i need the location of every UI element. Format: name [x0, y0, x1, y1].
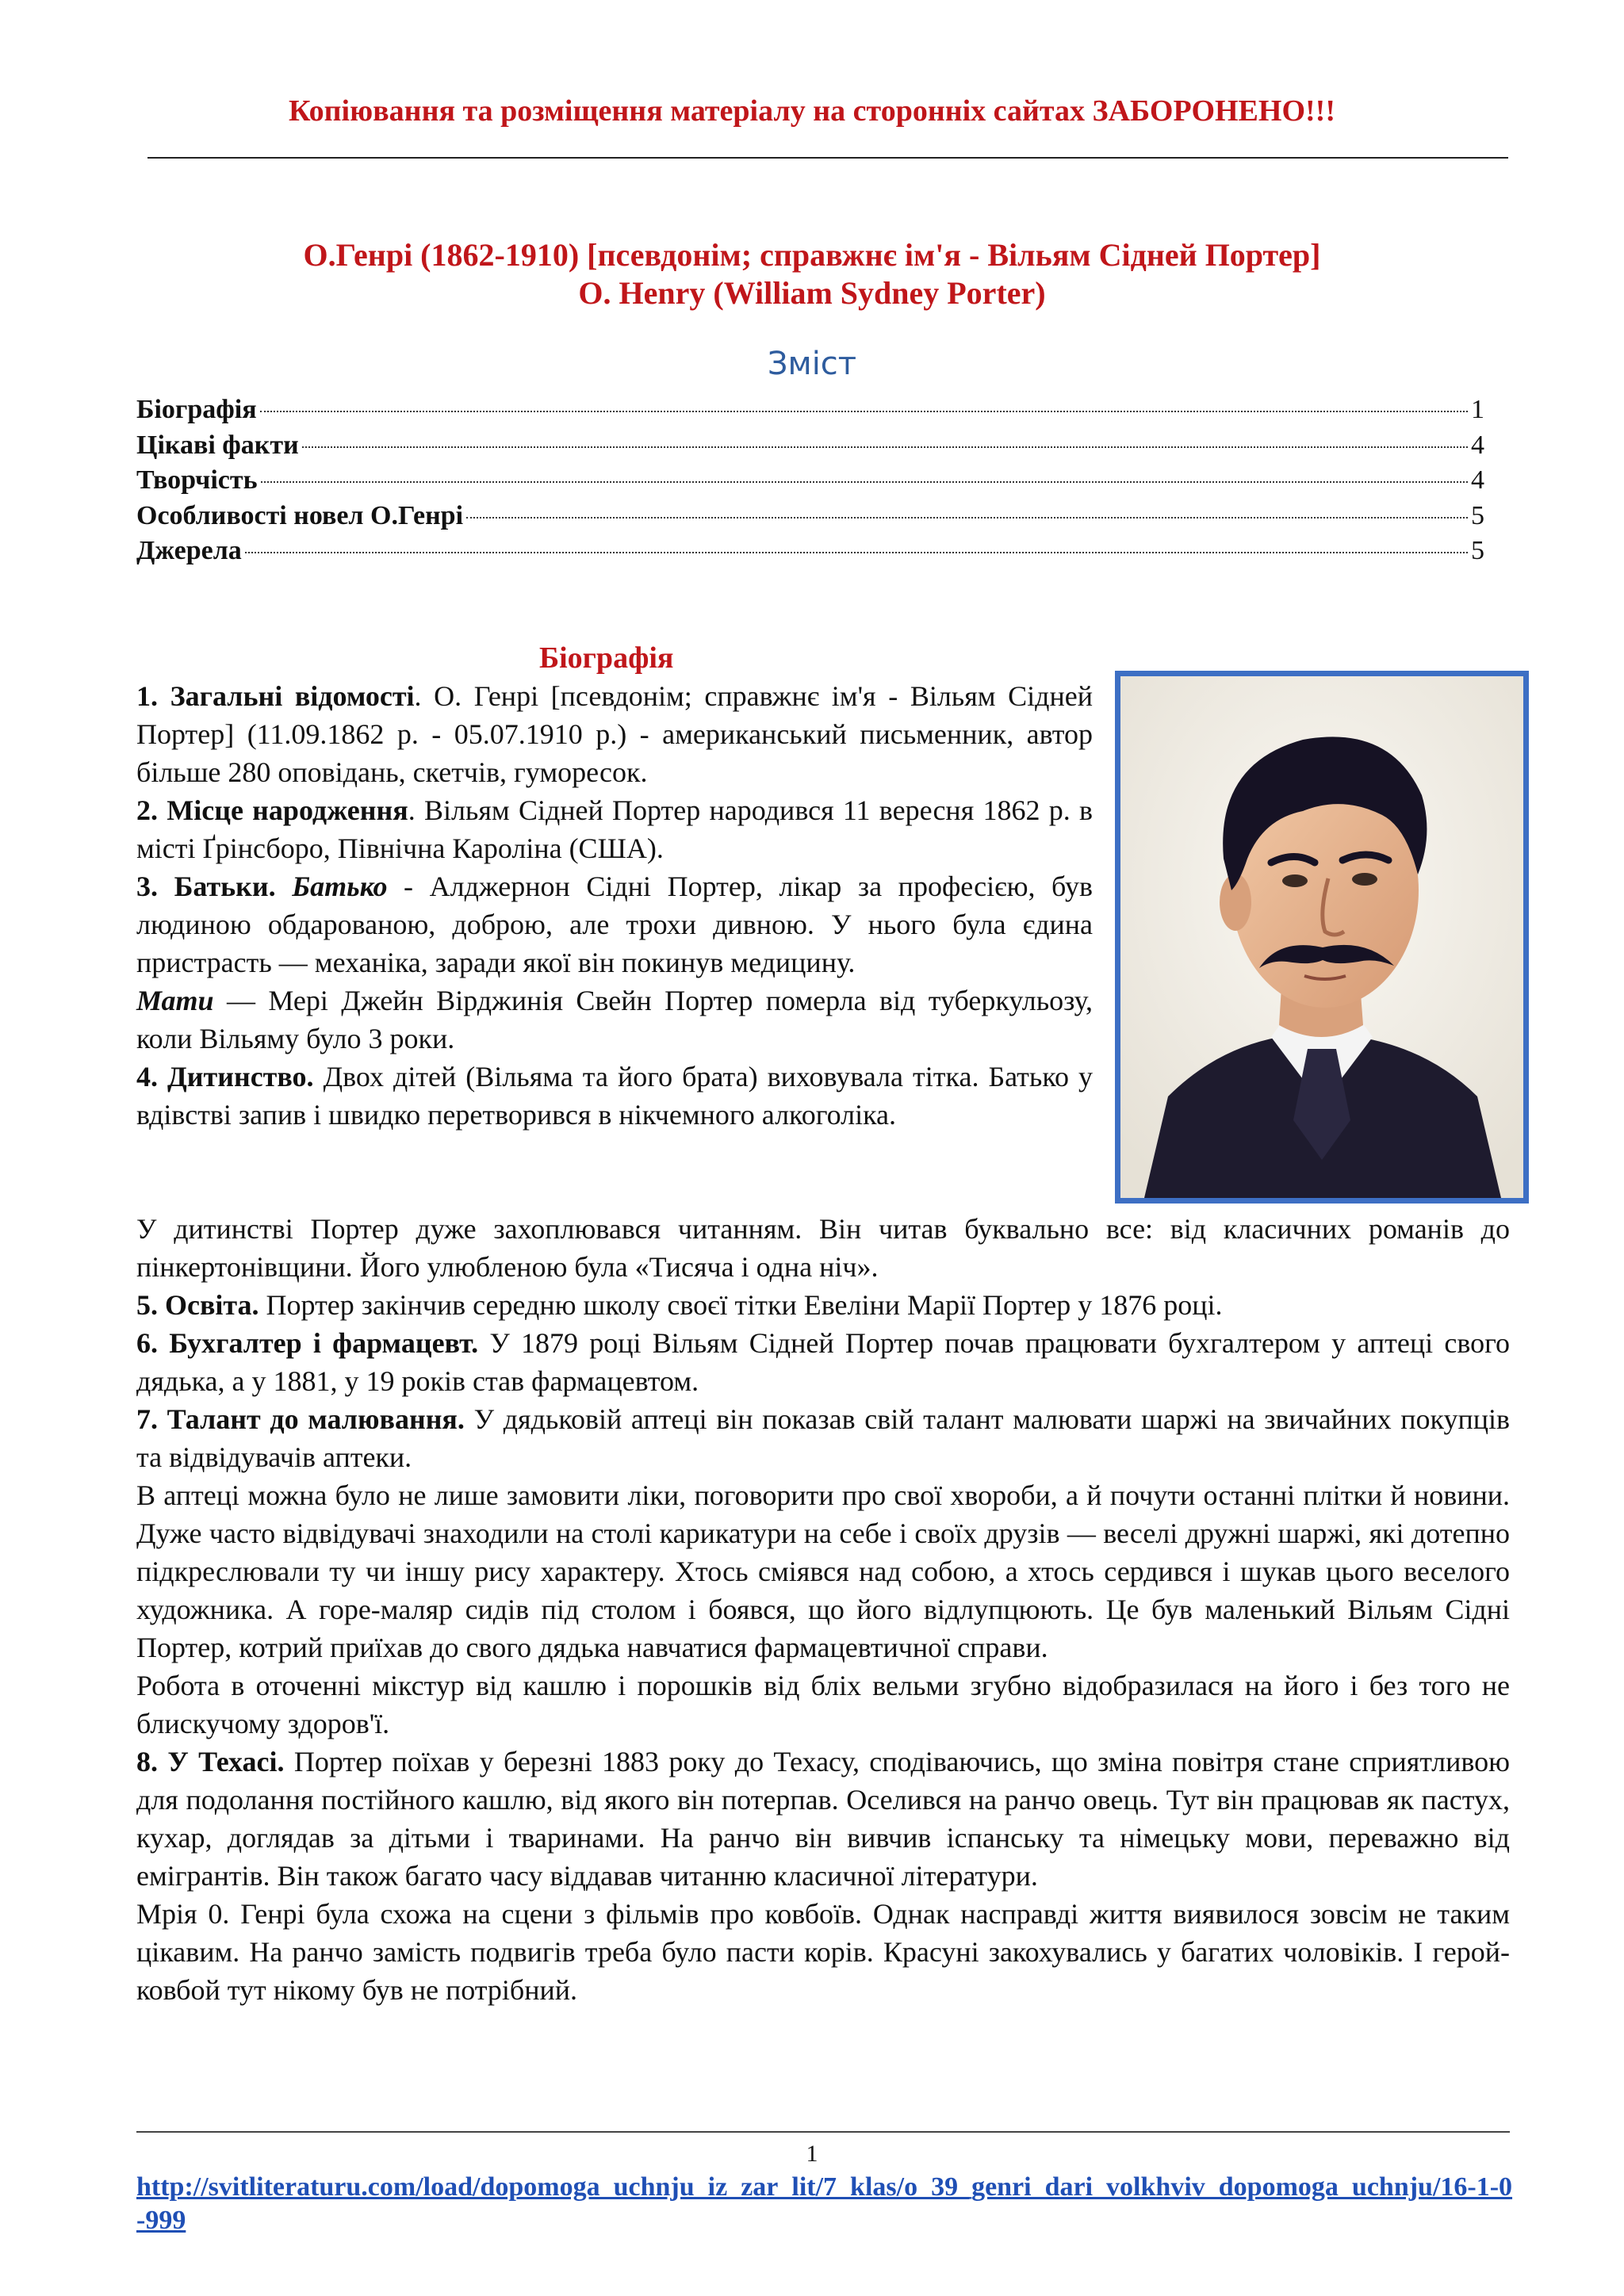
biography-column-wide [136, 1210, 1510, 2009]
paragraph-pharmacy: В аптеці можна було не лише замовити ліки, поговорити про свої хвороби, а й почути останні плітки й новини. Дуже часто відвідувачі знаходили на столі карикатури на себе і своїх друзів — веселі дружні шаржі, які дотепно підкреслювали ту чи іншу рису характеру. Хтось сміявся над собою, а хтось сердився і шукав цього веселого художника. А горе-маляр сидів під столом і боявся, що його відлупцюють. Це був маленький Вільям Сідні Портер, котрий приїхав до свого дядька навчатися фармацевтичної справи. [136, 1479, 1510, 1663]
toc-heading: Зміст [767, 346, 857, 382]
source-link[interactable]: http://svitliteraturu.com/load/dopomoga_uchnju_iz_zar_lit/7_klas/o_39_genri_dari_volkhviv_dopomoga_uchnju/16-1-0-999 [136, 2172, 1513, 2235]
section-text: Портер закінчив середню школу своєї тітки Евеліни Марії Портер у 1876 році. [259, 1289, 1223, 1321]
document-subtitle: O. Henry (William Sydney Porter) [578, 275, 1046, 311]
section-title: 1. Загальні відомості [136, 680, 415, 712]
section-drawing [136, 1400, 1510, 1476]
section-accountant [136, 1324, 1510, 1400]
toc-item-page: 5 [1471, 536, 1484, 565]
father-label: Батько [292, 871, 388, 902]
toc-leader-dots [261, 481, 1468, 483]
author-portrait [1115, 671, 1529, 1203]
paragraph-dream: Мрія 0. Генрі була схожа на сцени з фільмів про ковбоїв. Однак насправді життя виявилося зовсім не таким цікавим. На ранчо замість подвигів треба було пасти корів. Красуні закохувались у багатих чоловіків. І герой-ковбой тут нікому був не потрібний. [136, 1898, 1510, 2006]
toc-item-page: 5 [1471, 500, 1484, 530]
toc-item-facts[interactable] [136, 430, 1484, 466]
toc-item-sources[interactable] [136, 536, 1484, 572]
section-birthplace [136, 791, 1093, 867]
toc-leader-dots [466, 517, 1468, 519]
section-title: 6. Бухгалтер і фармацевт. [136, 1327, 479, 1359]
section-text: . О. Генрі [псевдонім; справжнє ім'я - Вільям Сідней Портер] (11.09.1862 р. - 05.07.1910 р.) - американський письменник, автор більше 280 оповідань, скетчів, гуморесок. [136, 680, 1093, 788]
section-text: У 1879 році Вільям Сідней Портер почав працювати бухгалтером у аптеці свого дядька, а у 1881, у 19 років став фармацевтом. [136, 1327, 1510, 1397]
paragraph-health: Робота в оточенні мікстур від кашлю і порошків від бліх вельми згубно відобразилася на його і без того не блискучому здоров'ї. [136, 1670, 1510, 1739]
table-of-contents [136, 395, 1484, 572]
section-text: Портер поїхав у березні 1883 року до Техасу, сподіваючись, що зміна повітря стане сприятливою для подолання постійного кашлю, від якого він потерпав. Оселився на ранчо овець. Тут він працював як пастух, кухар, доглядав за дітьми і тваринами. На ранчо він вивчив іспанську та німецьку мови, переважно від емігрантів. Він також багато часу віддавав читанню класичної літератури. [136, 1746, 1511, 1892]
section-title: 2. Місце народження [136, 794, 408, 826]
portrait-illustration [1120, 676, 1523, 1198]
section-text: . Вільям Сідней Портер народився 11 вересня 1862 р. в місті Ґрінсборо, Північна Кароліна (США). [136, 794, 1094, 864]
section-mother [136, 982, 1093, 1058]
section-title: 8. У Техасі. [136, 1746, 285, 1777]
section-text: — Мері Джейн Вірджинія Свейн Портер померла від туберкульозу, коли Вільяму було 3 роки. [136, 985, 1093, 1054]
section-text: - Алджернон Сідні Портер, лікар за професією, був людиною обдарованою, доброю, але трохи дивною. У нього була єдина пристрасть — механіка, заради якої він покинув медицину. [136, 871, 1094, 978]
toc-leader-dots [260, 411, 1468, 412]
header-rule [147, 157, 1508, 159]
section-title: 5. Освіта. [136, 1289, 259, 1321]
toc-item-label: Біографія [136, 395, 257, 424]
section-childhood [136, 1058, 1093, 1134]
section-title: 3. Батьки. [136, 871, 276, 902]
biography-column-narrow [136, 677, 1093, 1134]
biography-heading: Біографія [539, 641, 674, 675]
toc-item-works[interactable] [136, 465, 1484, 501]
footer-rule [136, 2131, 1510, 2133]
section-text: Двох дітей (Вільяма та його брата) виховувала тітка. Батько у вдівстві запив і швидко перетворився в нікчемного алкоголіка. [136, 1061, 1093, 1131]
toc-item-biography[interactable] [136, 395, 1484, 430]
paragraph-reading: У дитинстві Портер дуже захоплювався читанням. Він читав буквально все: від класичних романів до пінкертонівщини. Його улюбленою була «Тисяча і одна ніч». [136, 1213, 1510, 1283]
section-general-info [136, 677, 1093, 791]
section-education [136, 1286, 1510, 1324]
toc-leader-dots [245, 552, 1468, 553]
toc-leader-dots [302, 446, 1468, 448]
toc-item-features[interactable] [136, 501, 1484, 537]
toc-item-label: Джерела [136, 536, 242, 565]
section-text: У дядьковій аптеці він показав свій талант малювати шаржі на звичайних покупців та відвідувачів аптеки. [136, 1403, 1511, 1473]
section-parents [136, 867, 1093, 982]
toc-item-label: Особливості новел О.Генрі [136, 500, 464, 530]
toc-item-label: Цікаві факти [136, 430, 299, 460]
toc-item-label: Творчість [136, 465, 258, 495]
toc-item-page: 4 [1471, 430, 1484, 460]
document-title: О.Генрі (1862-1910) [псевдонім; справжнє ім'я - Вільям Сідней Портер] [303, 237, 1321, 273]
page-number: 1 [806, 2141, 818, 2167]
section-texas [136, 1743, 1510, 1895]
toc-item-page: 1 [1471, 395, 1484, 424]
section-title: 4. Дитинство. [136, 1061, 314, 1093]
section-title: 7. Талант до малювання. [136, 1403, 465, 1435]
toc-item-page: 4 [1471, 465, 1484, 495]
copyright-warning: Копіювання та розміщення матеріалу на сторонніх сайтах ЗАБОРОНЕНО!!! [289, 94, 1335, 128]
mother-label: Мати [136, 985, 214, 1016]
